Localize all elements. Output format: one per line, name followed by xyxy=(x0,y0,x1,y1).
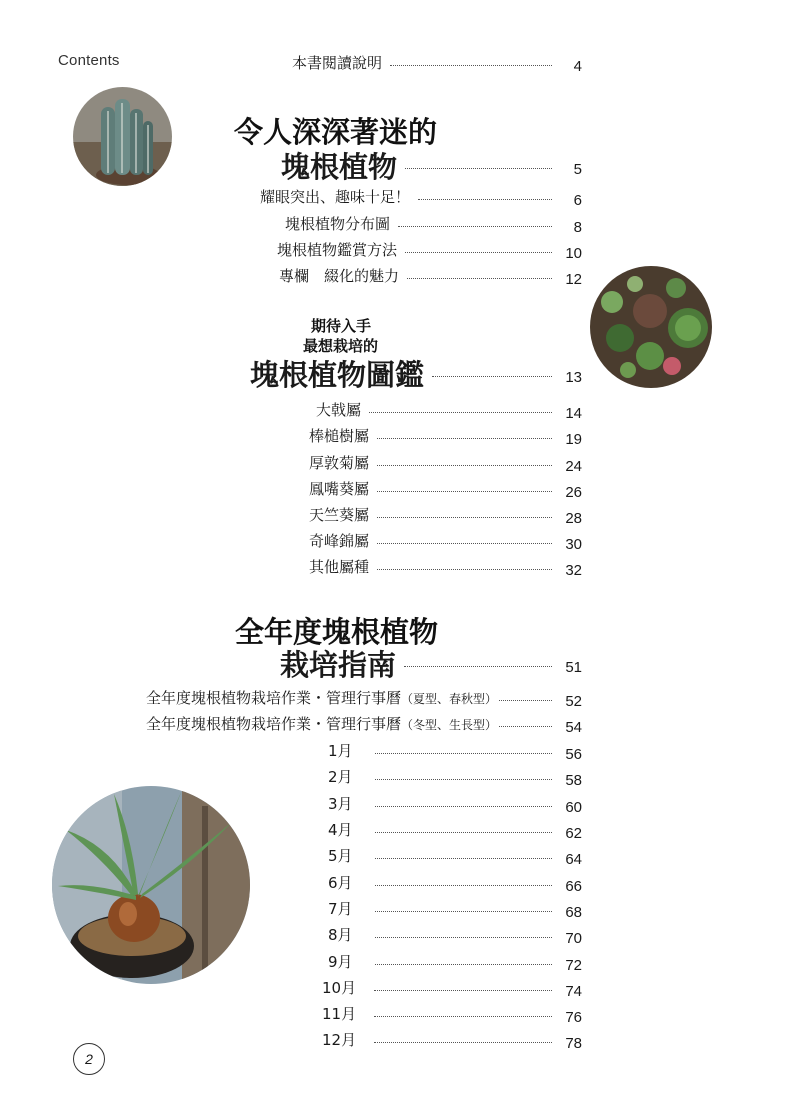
toc-entry-label: 5月 xyxy=(328,846,353,865)
toc-entry-label: 耀眼突出、趣味十足！ xyxy=(260,187,411,206)
section2-subtitle-line2: 最想栽培的 xyxy=(303,337,379,355)
toc-entry-label: 鳳嘴葵屬 xyxy=(309,479,370,498)
section3-title-line1: 全年度塊根植物 xyxy=(235,615,439,649)
toc-entry-month[interactable] xyxy=(328,764,582,788)
toc-entry-label: 全年度塊根植物栽培作業・管理行事曆（夏型、春秋型） xyxy=(146,688,498,707)
toc-entry-label: 12月 xyxy=(322,1030,357,1049)
toc-page-number: 12 xyxy=(565,270,582,288)
toc-entry[interactable] xyxy=(316,397,582,421)
toc-entry[interactable] xyxy=(146,711,582,735)
toc-entry-label: 11月 xyxy=(322,1004,357,1023)
dot-leader xyxy=(374,1016,552,1017)
toc-page-number: 51 xyxy=(565,658,582,676)
toc-entry-label: 本書閱讀說明 xyxy=(292,53,383,72)
toc-entry[interactable] xyxy=(309,554,582,578)
toc-entry-label: 專欄 綴化的魅力 xyxy=(279,266,400,285)
toc-entry[interactable] xyxy=(309,476,582,500)
dot-leader xyxy=(499,700,552,701)
toc-entry-label: 1月 xyxy=(328,741,353,760)
dot-leader xyxy=(375,858,552,859)
dot-leader xyxy=(432,376,552,377)
toc-entry[interactable] xyxy=(277,237,582,261)
toc-entry-month[interactable] xyxy=(328,870,582,894)
dot-leader xyxy=(375,937,552,938)
dot-leader xyxy=(377,543,552,544)
toc-entry-label: 厚敦菊屬 xyxy=(309,453,370,472)
toc-entry-label: 7月 xyxy=(328,899,353,918)
cactus-photo xyxy=(73,87,172,186)
dot-leader xyxy=(499,726,552,727)
toc-page-number: 66 xyxy=(565,877,582,895)
toc-entry-section1[interactable] xyxy=(281,148,582,182)
toc-page-number: 13 xyxy=(565,368,582,386)
toc-entry-month[interactable] xyxy=(328,896,582,920)
toc-entry-label: 10月 xyxy=(322,978,357,997)
toc-page-number: 24 xyxy=(565,457,582,475)
toc-page-number: 62 xyxy=(565,824,582,842)
toc-page-number: 6 xyxy=(573,191,582,209)
dot-leader xyxy=(405,252,552,253)
dot-leader xyxy=(377,491,552,492)
toc-page-number: 68 xyxy=(565,903,582,921)
toc-page-number: 74 xyxy=(565,982,582,1000)
section2-subtitle-line1: 期待入手 xyxy=(311,317,372,335)
dot-leader xyxy=(375,806,552,807)
toc-entry-section3[interactable] xyxy=(280,646,582,680)
toc-entry-label: 9月 xyxy=(328,952,353,971)
dot-leader xyxy=(377,517,552,518)
toc-entry-label: 全年度塊根植物栽培作業・管理行事曆（冬型、生長型） xyxy=(146,714,498,733)
dot-leader xyxy=(418,199,552,200)
dot-leader xyxy=(375,885,552,886)
toc-entry-month[interactable] xyxy=(328,791,582,815)
dot-leader xyxy=(404,666,552,667)
toc-entry-month[interactable] xyxy=(328,922,582,946)
toc-entry-month[interactable] xyxy=(322,975,582,999)
page-number-badge: 2 xyxy=(73,1043,105,1075)
toc-entry[interactable] xyxy=(309,450,582,474)
toc-entry-month[interactable] xyxy=(322,1001,582,1025)
dot-leader xyxy=(398,226,552,227)
toc-entry[interactable] xyxy=(279,263,582,287)
toc-entry-label: 大戟屬 xyxy=(316,400,362,419)
toc-entry-month[interactable] xyxy=(328,949,582,973)
dot-leader xyxy=(369,412,552,413)
toc-page-number: 30 xyxy=(565,535,582,553)
toc-page-number: 76 xyxy=(565,1008,582,1026)
toc-entry-section2[interactable] xyxy=(250,356,582,390)
toc-page-number: 52 xyxy=(565,692,582,710)
toc-page-number: 70 xyxy=(565,929,582,947)
toc-page-number: 14 xyxy=(565,404,582,422)
toc-page-number: 72 xyxy=(565,956,582,974)
dot-leader xyxy=(374,1042,552,1043)
toc-page-number: 58 xyxy=(565,771,582,789)
toc-entry[interactable] xyxy=(309,528,582,552)
dot-leader xyxy=(390,65,552,66)
dot-leader xyxy=(375,964,552,965)
dot-leader xyxy=(405,168,552,169)
section1-title-line1: 令人深深著迷的 xyxy=(234,115,438,149)
toc-entry-label: 4月 xyxy=(328,820,353,839)
toc-entry-month[interactable] xyxy=(328,738,582,762)
toc-entry[interactable] xyxy=(285,211,582,235)
dot-leader xyxy=(375,753,552,754)
toc-entry-label: 棒槌樹屬 xyxy=(309,426,370,445)
section1-title-line2: 塊根植物 xyxy=(281,149,398,184)
toc-entry-label: 6月 xyxy=(328,873,353,892)
toc-page-number: 5 xyxy=(573,160,582,178)
bulb-plant-photo xyxy=(52,786,250,984)
toc-entry-month[interactable] xyxy=(322,1027,582,1051)
dot-leader xyxy=(377,465,552,466)
dot-leader xyxy=(407,278,552,279)
toc-entry-label: 3月 xyxy=(328,794,353,813)
toc-entry-month[interactable] xyxy=(328,817,582,841)
toc-page-number: 10 xyxy=(565,244,582,262)
toc-page-number: 28 xyxy=(565,509,582,527)
toc-entry-label: 8月 xyxy=(328,925,353,944)
contents-label: Contents xyxy=(58,52,120,69)
toc-entry-label: 塊根植物分布圖 xyxy=(285,214,391,233)
toc-entry-note: （冬型、生長型） xyxy=(401,717,498,732)
toc-page-number: 64 xyxy=(565,850,582,868)
section2-title: 塊根植物圖鑑 xyxy=(250,357,425,392)
toc-entry[interactable] xyxy=(309,502,582,526)
dot-leader xyxy=(374,990,552,991)
toc-entry[interactable] xyxy=(260,184,582,208)
toc-page-number: 8 xyxy=(573,218,582,236)
succulent-group-photo xyxy=(590,266,712,388)
toc-page-number: 54 xyxy=(565,718,582,736)
dot-leader xyxy=(375,779,552,780)
toc-page-number: 32 xyxy=(565,561,582,579)
toc-entry-label: 塊根植物鑑賞方法 xyxy=(277,240,398,259)
dot-leader xyxy=(377,569,552,570)
toc-page-number: 78 xyxy=(565,1034,582,1052)
dot-leader xyxy=(377,438,552,439)
toc-page-number: 56 xyxy=(565,745,582,763)
toc-entry[interactable] xyxy=(146,685,582,709)
toc-page-number: 4 xyxy=(573,57,582,75)
toc-entry-label: 2月 xyxy=(328,767,353,786)
toc-entry-month[interactable] xyxy=(328,843,582,867)
dot-leader xyxy=(375,832,552,833)
toc-entry-label: 奇峰錦屬 xyxy=(309,531,370,550)
toc-entry-note: （夏型、春秋型） xyxy=(401,691,498,706)
toc-entry-label: 天竺葵屬 xyxy=(309,505,370,524)
toc-page-number: 60 xyxy=(565,798,582,816)
toc-entry-label: 其他屬種 xyxy=(309,557,370,576)
toc-page-number: 19 xyxy=(565,430,582,448)
toc-entry-intro[interactable] xyxy=(292,50,582,74)
toc-page-number: 26 xyxy=(565,483,582,501)
section3-title-line2: 栽培指南 xyxy=(280,647,397,682)
toc-entry[interactable] xyxy=(309,423,582,447)
dot-leader xyxy=(375,911,552,912)
